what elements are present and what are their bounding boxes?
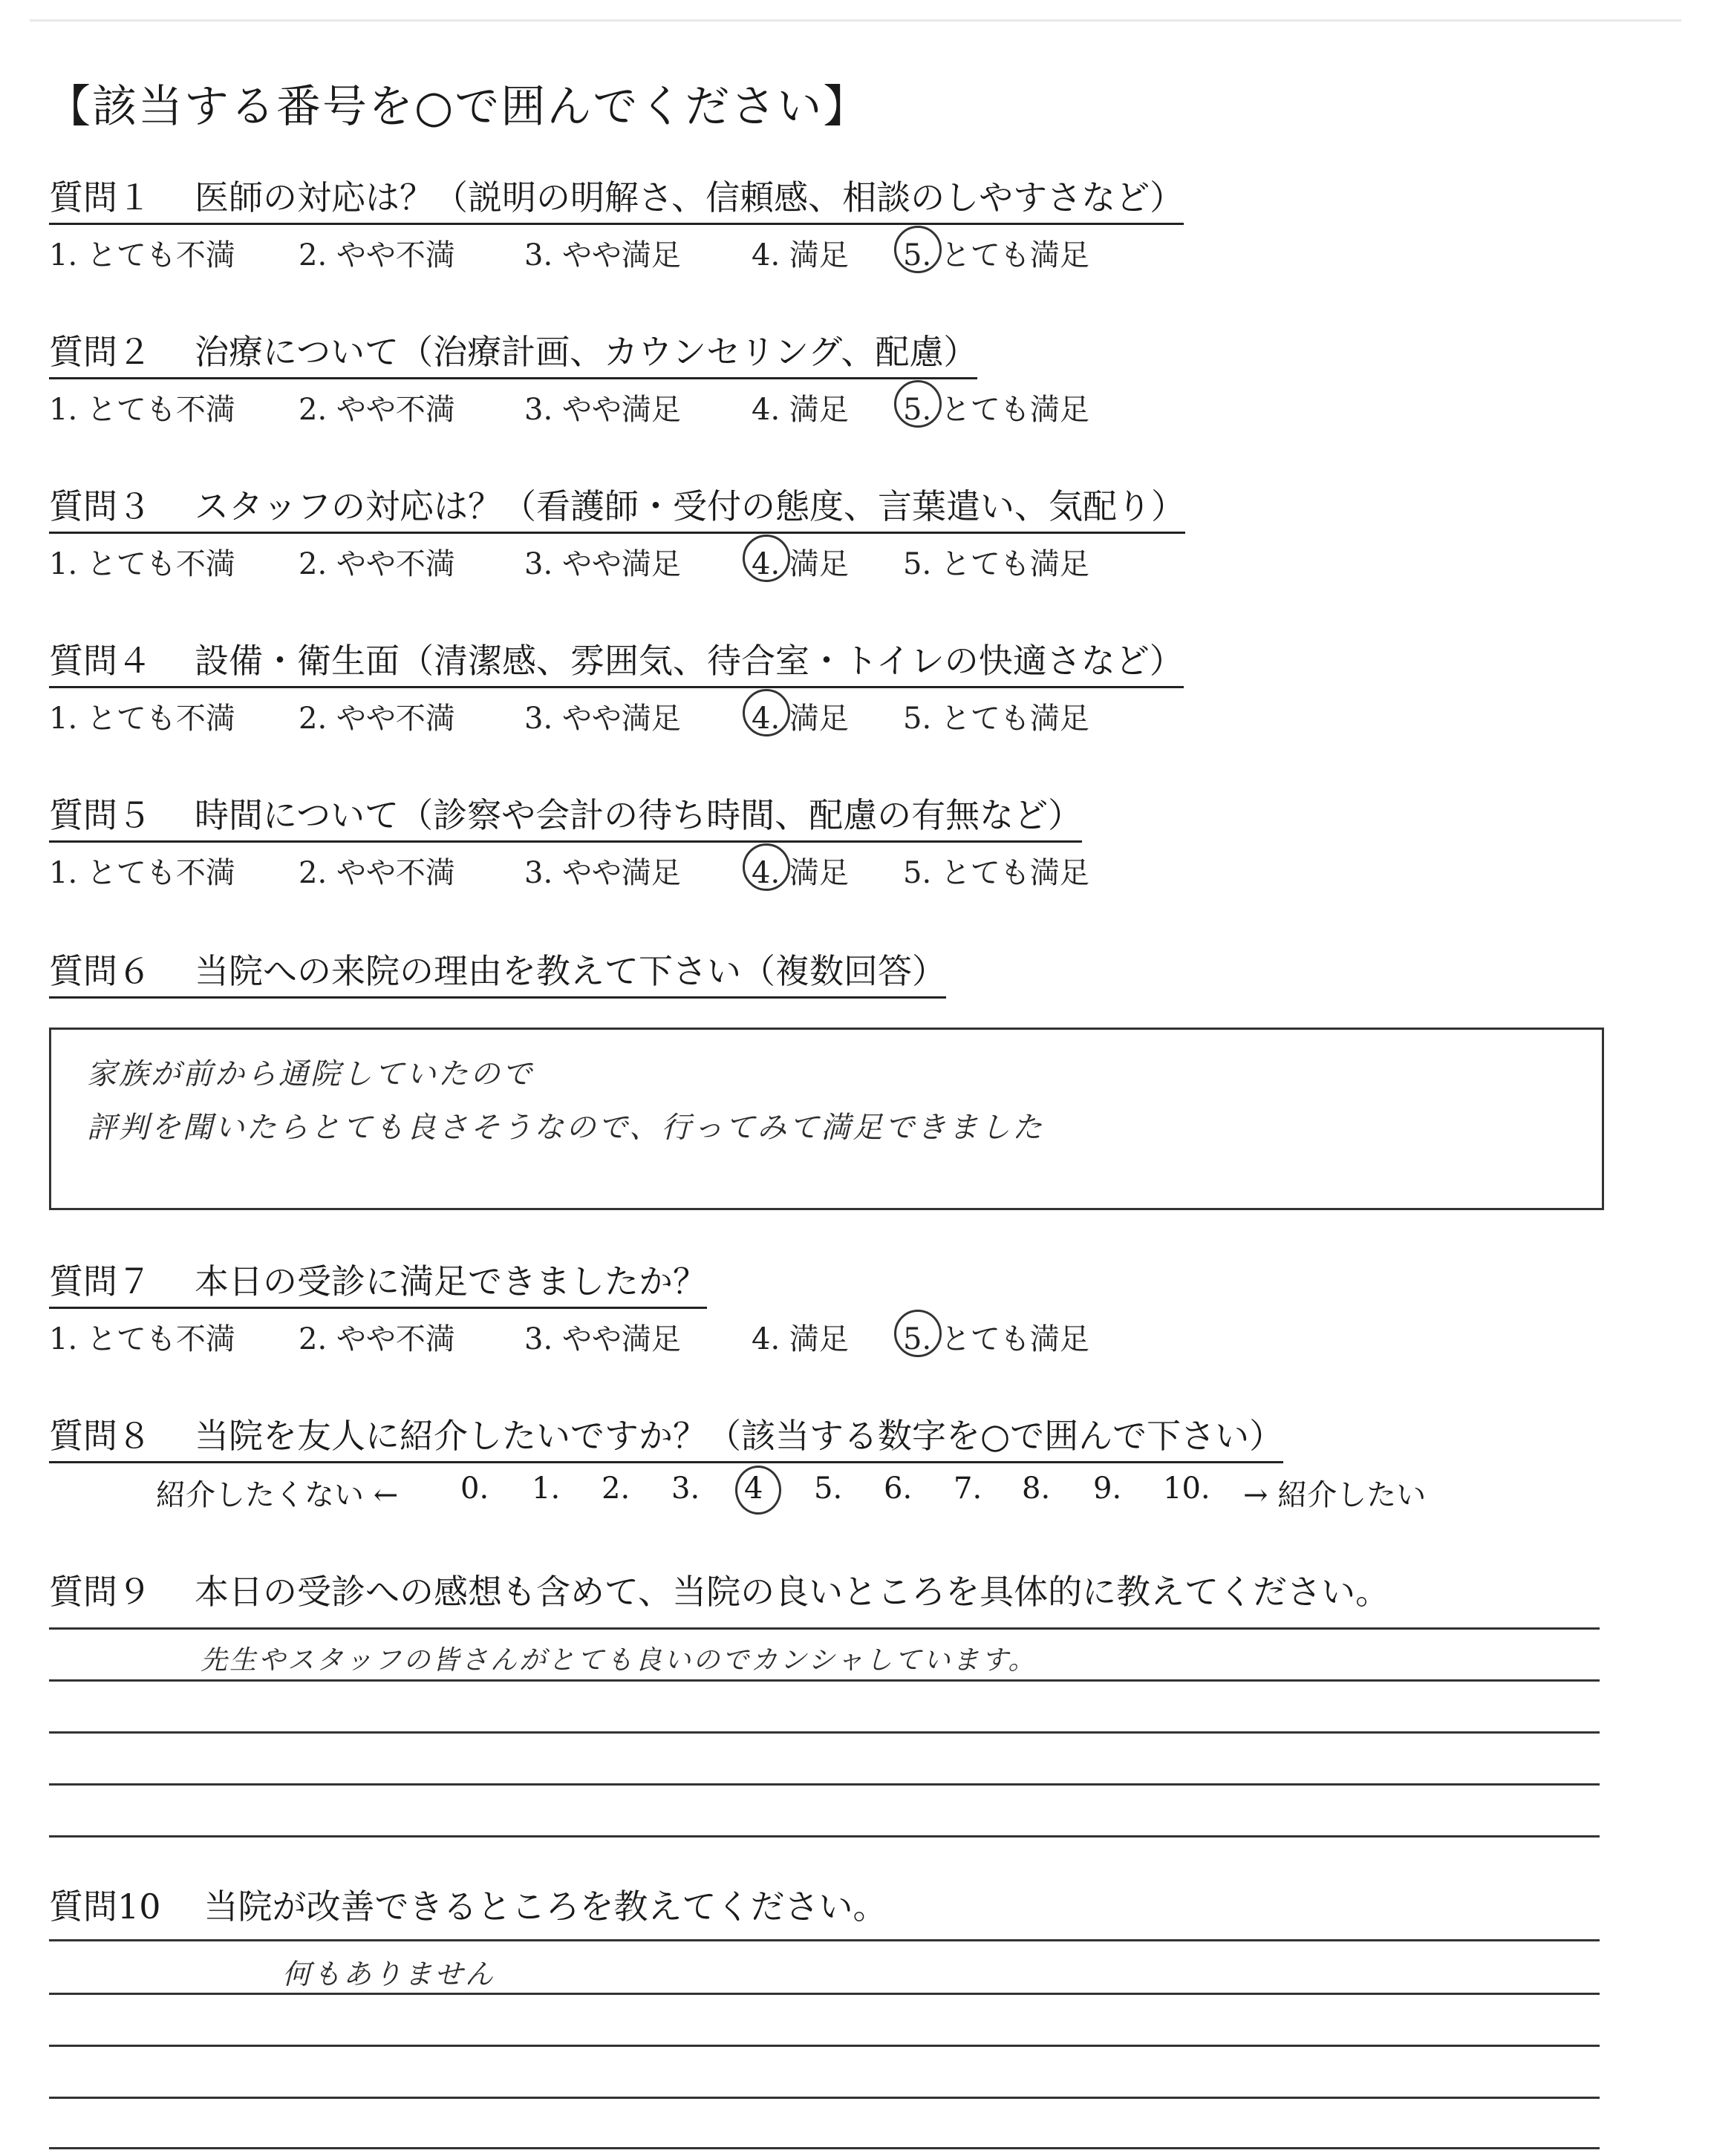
scale-right-label: → 紹介したい xyxy=(1243,1478,1427,1512)
question-7-title: 質問７ 本日の受診に満足できましたか？ xyxy=(49,1255,707,1309)
scale-value-4-selected[interactable]: 4 xyxy=(744,1471,763,1506)
question-1-title xyxy=(49,171,1184,225)
answer-line xyxy=(49,2147,1600,2149)
answer-line xyxy=(49,1939,1600,1941)
question-8-title: 質問８ 当院を友人に紹介したいですか？（該当する数字を○で囲んで下さい） xyxy=(49,1409,1283,1463)
option-3[interactable]: 3. やや満足 xyxy=(524,393,681,427)
option-4-selected[interactable]: 4. 満足 xyxy=(752,695,849,737)
handwritten-answer-line-2: 評判を聞いたらとても良さそうなので、行ってみて満足できました xyxy=(87,1111,1045,1145)
question-3-title: 質問３ スタッフの対応は？（看護師・受付の態度、言葉遣い、気配り） xyxy=(49,480,1185,534)
option-3[interactable]: 3. やや満足 xyxy=(524,1322,681,1356)
answer-line xyxy=(49,1731,1600,1734)
answer-line xyxy=(49,1783,1600,1786)
option-2[interactable]: 2. やや不満 xyxy=(299,702,455,736)
option-1[interactable]: 1. とても不満 xyxy=(49,1322,235,1356)
option-3[interactable]: 3. やや満足 xyxy=(524,547,681,581)
option-4-selected[interactable]: 4. 満足 xyxy=(752,849,849,892)
option-1[interactable]: 1. とても不満 xyxy=(49,547,235,581)
scale-value-5[interactable]: 5. xyxy=(814,1471,843,1506)
answer-line xyxy=(49,2097,1600,2099)
option-3[interactable]: 3. やや満足 xyxy=(524,702,681,736)
option-2[interactable]: 2. やや不満 xyxy=(299,856,455,890)
option-5[interactable]: 5. とても満足 xyxy=(903,547,1089,581)
option-1[interactable]: 1. とても不満 xyxy=(49,238,235,272)
scale-value-0[interactable]: 0. xyxy=(460,1471,489,1506)
scale-value-7[interactable]: 7. xyxy=(954,1471,982,1506)
scale-value-8[interactable]: 8. xyxy=(1022,1471,1051,1506)
question-10-handwritten-answer: 何もありません xyxy=(282,1958,496,1990)
scale-value-10[interactable]: 10. xyxy=(1163,1471,1210,1506)
option-1[interactable]: 1. とても不満 xyxy=(49,856,235,890)
option-1[interactable]: 1. とても不満 xyxy=(49,393,235,427)
scale-value-6[interactable]: 6. xyxy=(884,1471,913,1506)
scale-value-3[interactable]: 3. xyxy=(671,1471,700,1506)
option-5-selected[interactable]: 5. とても満足 xyxy=(903,232,1089,274)
page-top-line xyxy=(30,19,1681,22)
scale-value-9[interactable]: 9. xyxy=(1093,1471,1122,1506)
question-10-title: 質問10 当院が改善できるところを教えてください。 xyxy=(49,1886,887,1927)
option-2[interactable]: 2. やや不満 xyxy=(299,393,455,427)
option-5[interactable]: 5. とても満足 xyxy=(903,702,1089,736)
scale-value-2[interactable]: 2. xyxy=(602,1471,630,1506)
option-4[interactable]: 4. 満足 xyxy=(752,1322,849,1356)
question-6-answer-box[interactable] xyxy=(49,1028,1604,1210)
option-4[interactable]: 4. 満足 xyxy=(752,238,849,272)
answer-line xyxy=(49,1835,1600,1838)
option-5[interactable]: 5. とても満足 xyxy=(903,856,1089,890)
question-2-title: 質問２ 治療について（治療計画、カウンセリング、配慮） xyxy=(49,325,977,379)
question-text: 医師の対応は？（説明の明解さ、信頼感、相談のしやすさなど） xyxy=(195,177,1184,218)
option-4[interactable]: 4. 満足 xyxy=(752,393,849,427)
option-3[interactable]: 3. やや満足 xyxy=(524,238,681,272)
question-5-title: 質問５ 時間について（診察や会計の待ち時間、配慮の有無など） xyxy=(49,788,1082,843)
question-9-handwritten-answer: 先生やスタッフの皆さんがとても良いのでカンシャしています。 xyxy=(201,1645,1037,1676)
handwritten-answer-line-1: 家族が前から通院していたので xyxy=(87,1057,534,1091)
question-9-title: 質問９ 本日の受診への感想も含めて、当院の良いところを具体的に教えてください。 xyxy=(49,1572,1390,1612)
answer-line xyxy=(49,1993,1600,1995)
scale-value-1[interactable]: 1. xyxy=(532,1471,561,1506)
option-2[interactable]: 2. やや不満 xyxy=(299,547,455,581)
option-4-selected[interactable]: 4. 満足 xyxy=(752,540,849,583)
option-2[interactable]: 2. やや不満 xyxy=(299,238,455,272)
option-3[interactable]: 3. やや満足 xyxy=(524,856,681,890)
page-header: 【該当する番号を○で囲んでください】 xyxy=(46,81,870,133)
answer-line xyxy=(49,1679,1600,1682)
question-4-title: 質問４ 設備・衛生面（清潔感、雰囲気、待合室・トイレの快適さなど） xyxy=(49,634,1184,688)
scale-left-label: 紹介したくない ← xyxy=(156,1478,399,1512)
question-number: 質問１ xyxy=(49,177,151,218)
option-5-selected[interactable]: 5. とても満足 xyxy=(903,386,1089,428)
option-5-selected[interactable]: 5. とても満足 xyxy=(903,1316,1089,1358)
answer-line xyxy=(49,2045,1600,2047)
option-2[interactable]: 2. やや不満 xyxy=(299,1322,455,1356)
option-1[interactable]: 1. とても不満 xyxy=(49,702,235,736)
answer-line xyxy=(49,1627,1600,1630)
question-6-title: 質問６ 当院への来院の理由を教えて下さい（複数回答） xyxy=(49,944,946,999)
